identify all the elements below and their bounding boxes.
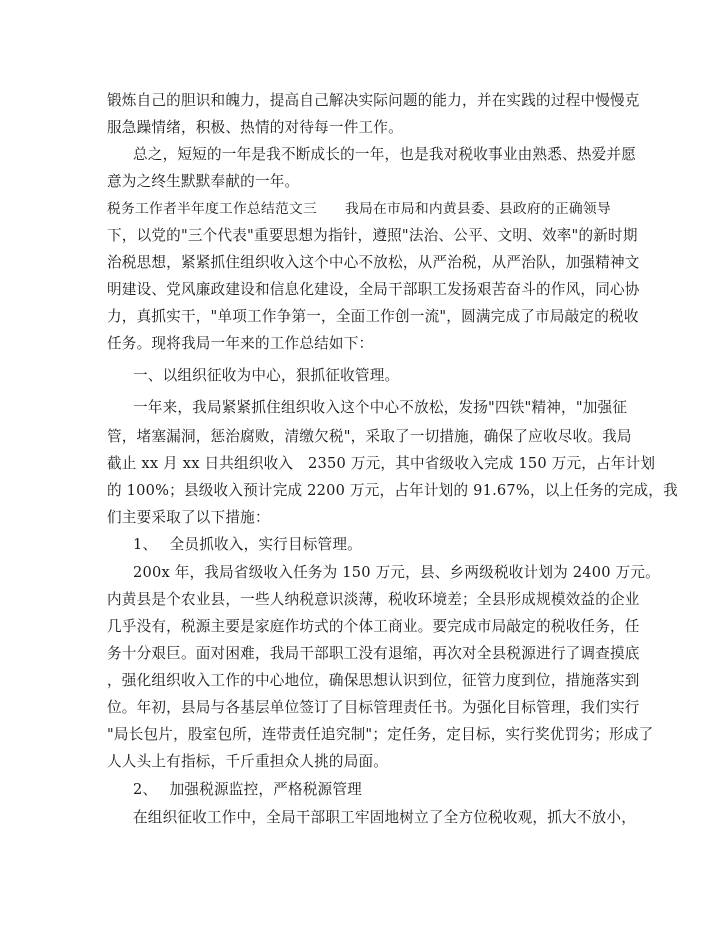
text-line: 内黄县是个农业县，一些人纳税意识淡薄，税收环境差；全县形成规模效益的企业 (107, 591, 640, 608)
text-line: 一年来，我局紧紧抓住组织收入这个中心不放松，发扬"四铁"精神，"加强征 (133, 399, 628, 416)
text-line: 几乎没有，税源主要是家庭作坊式的个体工商业。要完成市局敲定的税收任务，任 (107, 618, 640, 635)
text-line: "局长包片，股室包所，连带责任追究制"；定任务，定目标，实行奖优罚劣；形成了 (107, 726, 654, 743)
text-line: 截止 xx 月 xx 日共组织收入 2350 万元，其中省级收入完成 150 万元，占年计划 (107, 455, 656, 472)
text-line: 务十分艰巨。面对困难，我局干部职工没有退缩，再次对全县税源进行了调查摸底 (107, 645, 640, 662)
text-line: 200x 年，我局省级收入任务为 150 万元，县、乡两级税收计划为 2400 万元。 (133, 564, 660, 581)
text-line: 任务。现将我局一年来的工作总结如下： (107, 335, 374, 352)
text-line: 在组织征收工作中，全局干部职工牢固地树立了全方位税收观，抓大不放小， (133, 809, 636, 826)
text-line: 人人头上有指标，千斤重担众人挑的局面。 (107, 753, 389, 770)
text-line: 治税思想，紧紧抓住组织收入这个中心不放松，从严治税，从严治队，加强精神文 (107, 254, 640, 271)
text-line: 们主要采取了以下措施： (107, 509, 270, 526)
section-title-line: 税务工作者半年度工作总结范文三 我局在市局和内黄县委、县政府的正确领导 (107, 201, 611, 217)
text-line: ，强化组织收入工作的中心地位，确保思想认识到位，征管力度到位，措施落实到 (107, 672, 640, 689)
text-line: 明建设、党风廉政建设和信息化建设，全局干部职工发扬艰苦奋斗的作风，同心协 (107, 281, 640, 298)
text-line: 服急躁情绪，积极、热情的对待每一件工作。 (107, 119, 403, 136)
heading-line: 一、以组织征收为中心，狠抓征收管理。 (133, 367, 400, 384)
subheading-line: 2、 加强税源监控，严格税源管理 (133, 781, 362, 798)
text-line: 位。年初，县局与各基层单位签订了目标管理责任书。为强化目标管理，我们实行 (107, 699, 640, 716)
text-line: 锻炼自己的胆识和魄力，提高自己解决实际问题的能力，并在实践的过程中慢慢克 (107, 92, 640, 109)
text-line: 总之，短短的一年是我不断成长的一年，也是我对税收事业由熟悉、热爱并愿 (133, 146, 636, 163)
text-line: 的 100%；县级收入预计完成 2200 万元，占年计划的 91.67%，以上任务的完成，我 (107, 482, 678, 499)
text-line: 力，真抓实干，"单项工作争第一，全面工作创一流"，圆满完成了市局敲定的税收 (107, 308, 639, 325)
subheading-line: 1、 全员抓收入，实行目标管理。 (133, 536, 362, 553)
text-line: 管，堵塞漏洞，惩治腐败，清缴欠税"，采取了一切措施，确保了应收尽收。我局 (107, 428, 632, 445)
text-line: 意为之终生默默奉献的一年。 (107, 173, 300, 190)
text-line: 下，以党的"三个代表"重要思想为指针，遵照"法治、公平、文明、效率"的新时期 (107, 227, 638, 244)
